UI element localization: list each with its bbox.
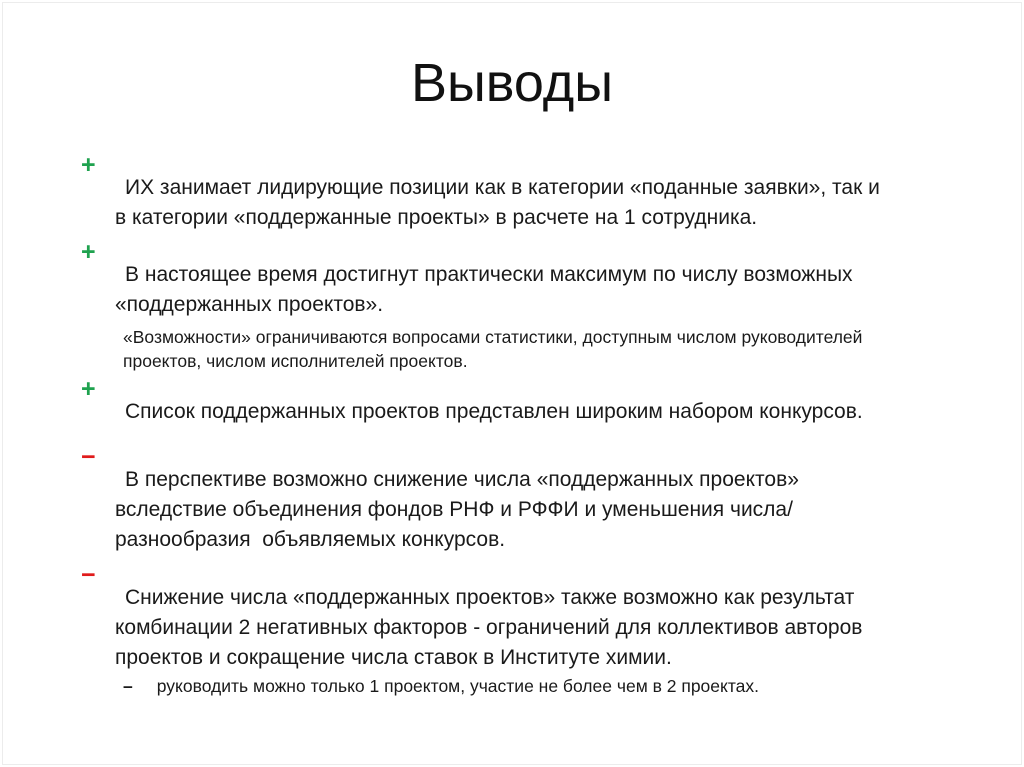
bullet-line: В перспективе возможно снижение числа «поддержанных проектов»	[125, 468, 799, 491]
bullet-line: в категории «поддержанные проекты» в расчете на 1 сотрудника.	[115, 206, 758, 229]
minus-icon: −	[81, 443, 96, 471]
slide	[2, 2, 1022, 765]
bullet-line: комбинации 2 негативных факторов - ограничений для коллективов авторов	[115, 616, 863, 639]
bullet-text	[115, 565, 991, 699]
sub-bullet-text: руководить можно только 1 проектом, участие не более чем в 2 проектах.	[156, 676, 760, 696]
bullet-list	[81, 151, 991, 699]
bullet-subtext	[115, 320, 991, 373]
sub-bullet	[115, 673, 991, 699]
plus-icon: +	[81, 238, 96, 266]
bullet-item	[81, 375, 991, 427]
dash-icon: –	[123, 676, 133, 696]
bullet-text	[115, 155, 991, 233]
bullet-text	[115, 242, 991, 373]
bullet-item	[81, 238, 991, 373]
slide-title: Выводы	[410, 53, 614, 113]
bullet-text	[115, 379, 991, 427]
bullet-line: разнообразия объявляемых конкурсов.	[115, 528, 506, 551]
bullet-item	[81, 443, 991, 555]
bullet-line: В настоящее время достигнут практически максимум по числу возможных	[125, 263, 853, 286]
bullet-line: Список поддержанных проектов представлен широким набором конкурсов.	[125, 400, 863, 423]
bullet-line: Снижение числа «поддержанных проектов» также возможно как результат	[125, 586, 855, 609]
bullet-item	[81, 561, 991, 699]
plus-icon: +	[81, 151, 96, 179]
bullet-line: вследствие объединения фондов РНФ и РФФИ и уменьшения числа/	[115, 498, 793, 521]
bullet-text	[115, 447, 991, 555]
bullet-line: «поддержанных проектов».	[115, 293, 384, 316]
bullet-subline: «Возможности» ограничиваются вопросами статистики, доступным числом руководителей	[123, 327, 863, 347]
plus-icon: +	[81, 375, 96, 403]
bullet-line: проектов и сокращение числа ставок в Институте химии.	[115, 646, 672, 669]
minus-icon: −	[81, 561, 96, 589]
bullet-line: ИХ занимает лидирующие позиции как в категории «поданные заявки», так и	[125, 176, 880, 199]
bullet-item	[81, 151, 991, 233]
bullet-subline: проектов, числом исполнителей проектов.	[123, 351, 468, 371]
